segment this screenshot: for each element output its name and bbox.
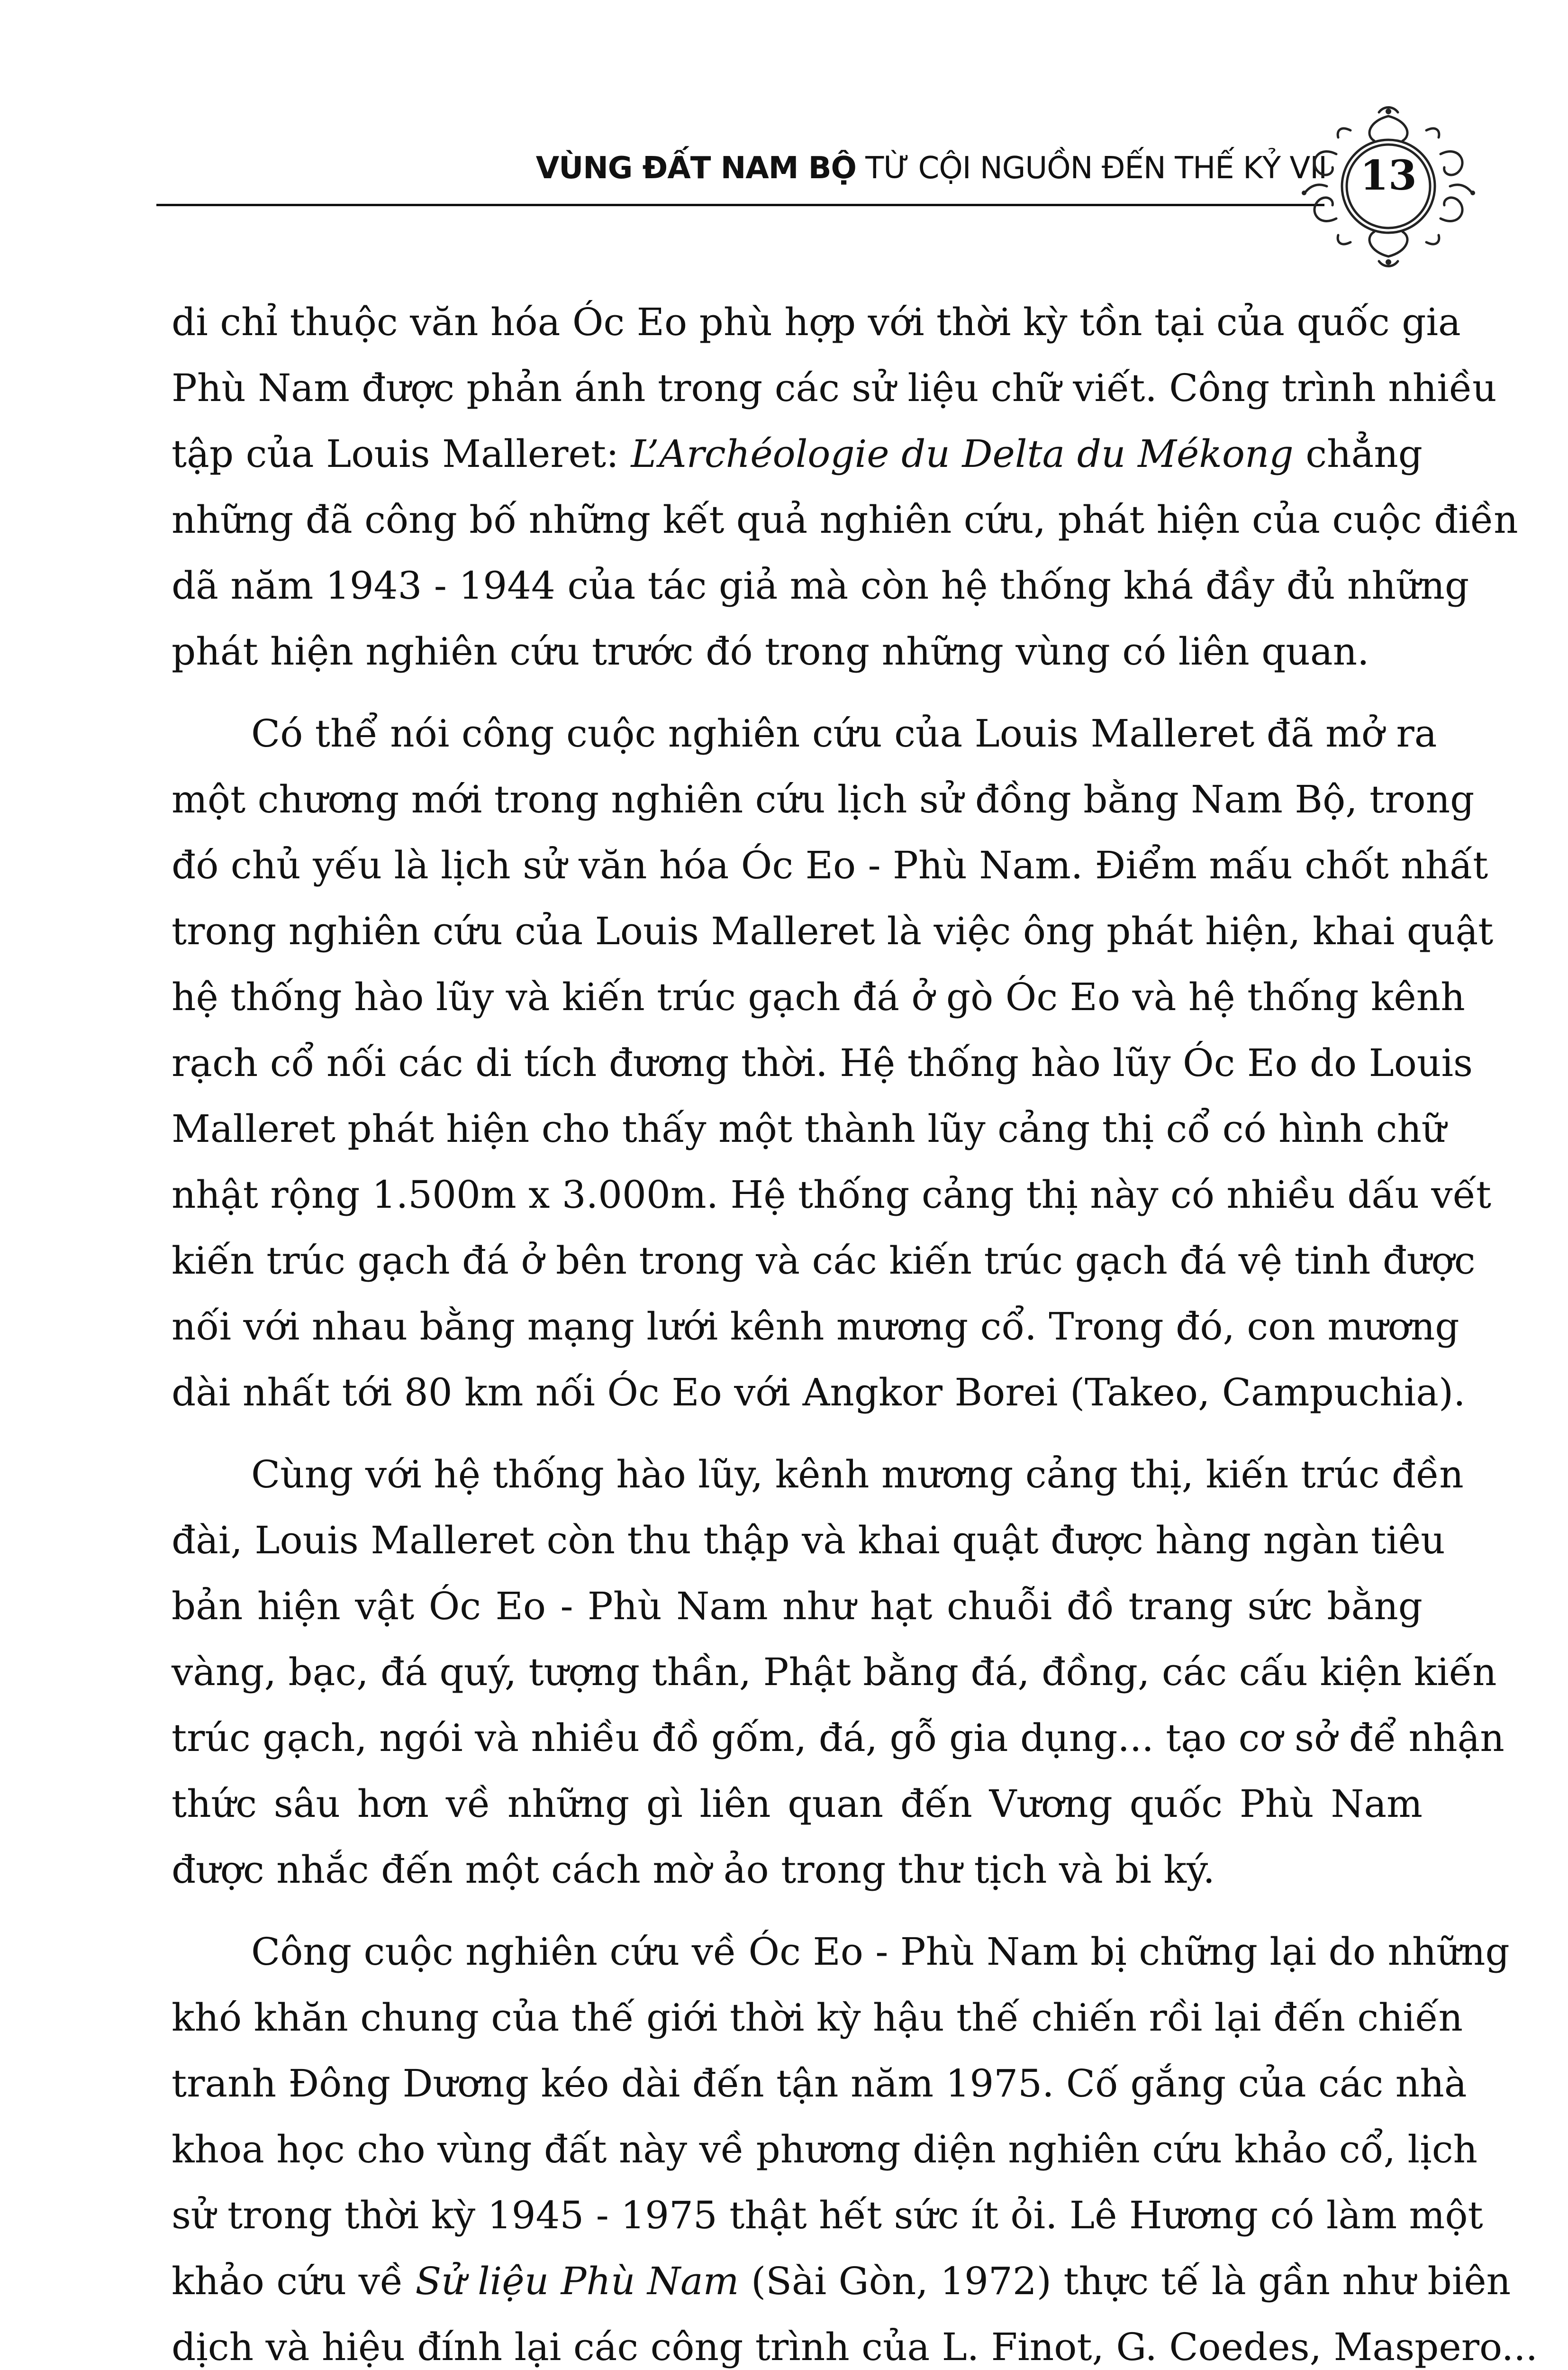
text-run: chẳng xyxy=(1293,432,1423,476)
text-line: dã năm 1943 - 1944 của tác giả mà còn hệ thống khá đầy đủ những xyxy=(172,564,1469,608)
text-line: kiến trúc gạch đá ở bên trong và các kiến trúc gạch đá vệ tinh được xyxy=(172,1239,1476,1283)
text-line: Có thể nói công cuộc nghiên cứu của Louis Malleret đã mở ra xyxy=(251,711,1437,756)
text-line: nối với nhau bằng mạng lưới kênh mương cổ. Trong đó, con mương xyxy=(172,1304,1459,1349)
text-line: rạch cổ nối các di tích đương thời. Hệ thống hào lũy Óc Eo do Louis xyxy=(172,1041,1473,1085)
text-line: dịch và hiệu đính lại các công trình của L. Finot, G. Coedes, Maspero... xyxy=(172,2325,1538,2369)
text-line: tranh Đông Dương kéo dài đến tận năm 1975. Cố gắng của các nhà xyxy=(172,2061,1467,2106)
italic-book-title: L’Archéologie du Delta du Mékong xyxy=(631,432,1294,476)
text-line: nhật rộng 1.500m x 3.000m. Hệ thống cảng thị này có nhiều dấu vết xyxy=(172,1173,1491,1217)
paragraph-4 xyxy=(172,1919,1538,2370)
text-line: khoa học cho vùng đất này về phương diện nghiên cứu khảo cổ, lịch xyxy=(172,2127,1478,2171)
text-line: Công cuộc nghiên cứu về Óc Eo - Phù Nam bị chững lại do những xyxy=(251,1930,1510,1974)
paragraph-3 xyxy=(172,1441,1505,1903)
text-run: (Sài Gòn, 1972) thực tế là gần như biên xyxy=(739,2259,1511,2303)
body-text xyxy=(172,289,1538,2370)
text-line: sử trong thời kỳ 1945 - 1975 thật hết sức ít ỏi. Lê Hương có làm một xyxy=(172,2193,1483,2237)
paragraph-1 xyxy=(172,289,1518,684)
text-line: Phù Nam được phản ánh trong các sử liệu chữ viết. Công trình nhiều xyxy=(172,366,1497,410)
text-line: Cùng với hệ thống hào lũy, kênh mương cảng thị, kiến trúc đền xyxy=(251,1452,1464,1496)
text-line: thức sâu hơn về những gì liên quan đến Vương quốc Phù Nam xyxy=(172,1782,1423,1826)
text-line: trong nghiên cứu của Louis Malleret là việc ông phát hiện, khai quật xyxy=(172,909,1494,953)
text-line: hệ thống hào lũy và kiến trúc gạch đá ở gò Óc Eo và hệ thống kênh xyxy=(172,975,1465,1019)
text-line xyxy=(172,2248,1511,2314)
text-line: phát hiện nghiên cứu trước đó trong những vùng có liên quan. xyxy=(172,629,1369,674)
text-line: đài, Louis Malleret còn thu thập và khai quật được hàng ngàn tiêu xyxy=(172,1518,1445,1562)
running-header xyxy=(142,151,1327,186)
header-title-bold: VÙNG ĐẤT NAM BỘ xyxy=(535,151,856,186)
text-line: những đã công bố những kết quả nghiên cứu, phát hiện của cuộc điền xyxy=(172,498,1518,542)
text-run: tập của Louis Malleret: xyxy=(172,432,631,476)
text-line: di chỉ thuộc văn hóa Óc Eo phù hợp với thời kỳ tồn tại của quốc gia xyxy=(172,300,1461,344)
italic-book-title: Sử liệu Phù Nam xyxy=(415,2259,739,2303)
text-line xyxy=(172,421,1423,487)
text-line: vàng, bạc, đá quý, tượng thần, Phật bằng đá, đồng, các cấu kiện kiến xyxy=(172,1650,1497,1694)
text-run: khảo cứu về xyxy=(172,2259,416,2303)
text-line: trúc gạch, ngói và nhiều đồ gốm, đá, gỗ gia dụng... tạo cơ sở để nhận xyxy=(172,1716,1505,1760)
text-line: đó chủ yếu là lịch sử văn hóa Óc Eo - Phù Nam. Điểm mấu chốt nhất xyxy=(172,843,1488,887)
paragraph-2 xyxy=(172,701,1494,1425)
text-line: bản hiện vật Óc Eo - Phù Nam như hạt chuỗi đồ trang sức bằng xyxy=(172,1584,1423,1628)
text-line: dài nhất tới 80 km nối Óc Eo với Angkor Borei (Takeo, Campuchia). xyxy=(172,1370,1466,1414)
page-number: 13 xyxy=(1360,152,1417,200)
header-rule xyxy=(156,204,1324,206)
text-line: một chương mới trong nghiên cứu lịch sử đồng bằng Nam Bộ, trong xyxy=(172,777,1475,821)
header-title-rest: TỪ CỘI NGUỒN ĐẾN THẾ KỶ VII xyxy=(856,151,1327,186)
text-line: khó khăn chung của thế giới thời kỳ hậu thế chiến rồi lại đến chiến xyxy=(172,1996,1463,2040)
text-line: Malleret phát hiện cho thấy một thành lũy cảng thị cổ có hình chữ xyxy=(172,1107,1446,1151)
text-line: được nhắc đến một cách mờ ảo trong thư tịch và bi ký. xyxy=(172,1848,1215,1892)
